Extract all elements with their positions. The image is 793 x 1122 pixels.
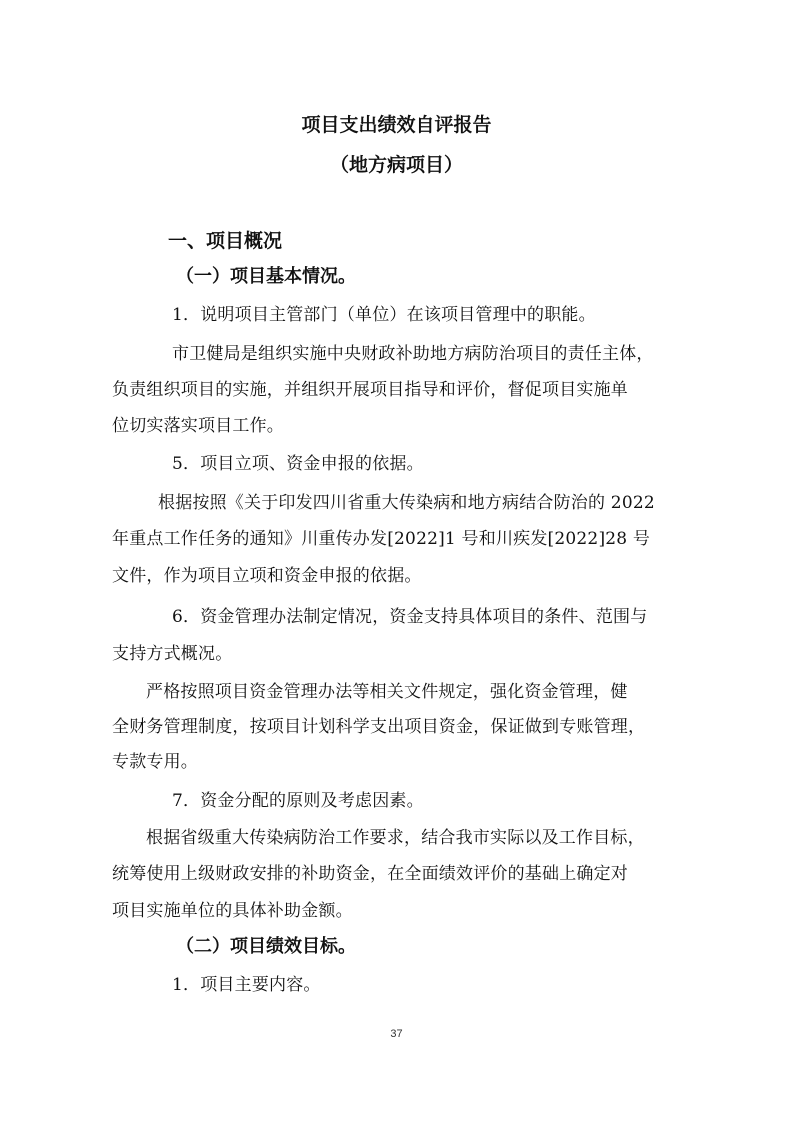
paragraph-heading: 7．资金分配的原则及考虑因素。: [172, 791, 424, 811]
paragraph-line: 统筹使用上级财政安排的补助资金，在全面绩效评价的基础上确定对: [112, 864, 628, 884]
paragraph-heading: 1．说明项目主管部门（单位）在该项目管理中的职能。: [172, 305, 596, 325]
paragraph-heading: 1．项目主要内容。: [172, 975, 321, 995]
paragraph-line: 严格按照项目资金管理办法等相关文件规定，强化资金管理，健: [146, 682, 628, 702]
paragraph-line: 年重点工作任务的通知》川重传办发[2022]1 号和川疾发[2022]28 号: [112, 529, 651, 549]
subsection-heading-goals: （二）项目绩效目标。: [176, 936, 356, 957]
paragraph-line: 位切实落实项目工作。: [112, 416, 284, 436]
paragraph-heading: 6．资金管理办法制定情况，资金支持具体项目的条件、范围与: [172, 607, 648, 627]
paragraph-line: 专款专用。: [112, 752, 198, 772]
paragraph-heading: 5．项目立项、资金申报的依据。: [172, 454, 424, 474]
paragraph-line: 项目实施单位的具体补助金额。: [112, 901, 353, 921]
paragraph-line: 市卫健局是组织实施中央财政补助地方病防治项目的责任主体，: [172, 344, 654, 364]
paragraph-line: 负责组织项目的实施，并组织开展项目指导和评价，督促项目实施单: [112, 380, 628, 400]
subsection-heading-basic: （一）项目基本情况。: [176, 266, 356, 287]
page-number: 37: [390, 1028, 403, 1040]
paragraph-line: 根据省级重大传染病防治工作要求，结合我市实际以及工作目标，: [146, 828, 645, 848]
report-subtitle: （地方病项目）: [329, 154, 463, 176]
paragraph-line: 根据按照《关于印发四川省重大传染病和地方病结合防治的 2022: [158, 493, 655, 513]
paragraph-line: 全财务管理制度，按项目计划科学支出项目资金，保证做到专账管理，: [112, 717, 646, 737]
paragraph-line: 文件，作为项目立项和资金申报的依据。: [112, 566, 422, 586]
report-title: 项目支出绩效自评报告: [301, 114, 492, 136]
section-heading-overview: 一、项目概况: [168, 230, 283, 252]
paragraph-heading: 支持方式概况。: [112, 644, 233, 664]
